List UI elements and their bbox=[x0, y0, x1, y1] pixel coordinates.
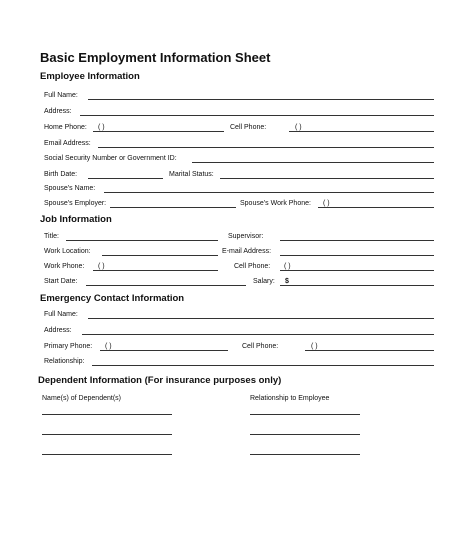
relationship-field[interactable] bbox=[92, 365, 434, 366]
job-section-heading: Job Information bbox=[40, 214, 112, 225]
ssn-field[interactable] bbox=[192, 162, 434, 163]
dependent-relationship-field-3[interactable] bbox=[250, 454, 360, 455]
employee-section-heading: Employee Information bbox=[40, 71, 140, 82]
employee-address-label: Address: bbox=[44, 108, 72, 115]
relationship-label: Relationship: bbox=[44, 358, 85, 365]
primary-phone-field[interactable] bbox=[100, 350, 228, 351]
primary-phone-label: Primary Phone: bbox=[44, 343, 93, 350]
emergency-address-label: Address: bbox=[44, 327, 72, 334]
primary-phone-area-code: ( ) bbox=[105, 343, 112, 350]
spouse-name-field[interactable] bbox=[104, 192, 434, 193]
emergency-cell-phone-area-code: ( ) bbox=[311, 343, 318, 350]
marital-status-label: Marital Status: bbox=[169, 171, 214, 178]
job-title-label: Title: bbox=[44, 233, 59, 240]
home-phone-area-code: ( ) bbox=[98, 124, 105, 131]
employee-address-field[interactable] bbox=[80, 115, 434, 116]
email-address-field[interactable] bbox=[98, 147, 434, 148]
birth-date-label: Birth Date: bbox=[44, 171, 78, 178]
job-cell-phone-area-code: ( ) bbox=[284, 263, 291, 270]
start-date-label: Start Date: bbox=[44, 278, 78, 285]
birth-date-field[interactable] bbox=[88, 178, 163, 179]
dependent-name-field-1[interactable] bbox=[42, 414, 172, 415]
emergency-cell-phone-field[interactable] bbox=[305, 350, 434, 351]
work-phone-field[interactable] bbox=[93, 270, 218, 271]
home-phone-field[interactable] bbox=[93, 131, 224, 132]
dependent-relationship-field-1[interactable] bbox=[250, 414, 360, 415]
work-phone-label: Work Phone: bbox=[44, 263, 85, 270]
supervisor-field[interactable] bbox=[280, 240, 434, 241]
salary-label: Salary: bbox=[253, 278, 275, 285]
dependent-name-field-3[interactable] bbox=[42, 454, 172, 455]
job-cell-phone-label: Cell Phone: bbox=[234, 263, 271, 270]
employee-full-name-field[interactable] bbox=[88, 99, 434, 100]
supervisor-label: Supervisor: bbox=[228, 233, 264, 240]
email-address-label: Email Address: bbox=[44, 140, 91, 147]
dependent-relationship-column-header: Relationship to Employee bbox=[250, 395, 330, 402]
spouse-employer-label: Spouse’s Employer: bbox=[44, 200, 107, 207]
dependent-relationship-field-2[interactable] bbox=[250, 434, 360, 435]
employee-cell-phone-area-code: ( ) bbox=[295, 124, 302, 131]
work-phone-area-code: ( ) bbox=[98, 263, 105, 270]
home-phone-label: Home Phone: bbox=[44, 124, 87, 131]
spouse-work-phone-area-code: ( ) bbox=[323, 200, 330, 207]
emergency-section-heading: Emergency Contact Information bbox=[40, 293, 185, 304]
employee-cell-phone-field[interactable] bbox=[289, 131, 434, 132]
dependent-names-column-header: Name(s) of Dependent(s) bbox=[42, 395, 121, 402]
work-location-field[interactable] bbox=[102, 255, 218, 256]
work-location-label: Work Location: bbox=[44, 248, 91, 255]
dependent-section-heading: Dependent Information (For insurance purposes only) bbox=[38, 375, 282, 386]
salary-field[interactable] bbox=[280, 285, 434, 286]
job-email-label: E-mail Address: bbox=[222, 248, 272, 255]
dependent-name-field-2[interactable] bbox=[42, 434, 172, 435]
spouse-employer-field[interactable] bbox=[110, 207, 236, 208]
marital-status-field[interactable] bbox=[220, 178, 434, 179]
spouse-work-phone-field[interactable] bbox=[318, 207, 434, 208]
employee-cell-phone-label: Cell Phone: bbox=[230, 124, 267, 131]
page-title: Basic Employment Information Sheet bbox=[40, 50, 271, 65]
job-title-field[interactable] bbox=[66, 240, 218, 241]
emergency-cell-phone-label: Cell Phone: bbox=[242, 343, 279, 350]
employee-full-name-label: Full Name: bbox=[44, 92, 78, 99]
emergency-address-field[interactable] bbox=[82, 334, 434, 335]
start-date-field[interactable] bbox=[86, 285, 246, 286]
emergency-full-name-label: Full Name: bbox=[44, 311, 78, 318]
spouse-work-phone-label: Spouse’s Work Phone: bbox=[240, 200, 311, 207]
emergency-full-name-field[interactable] bbox=[88, 318, 434, 319]
ssn-label: Social Security Number or Government ID: bbox=[44, 155, 177, 162]
spouse-name-label: Spouse’s Name: bbox=[44, 185, 96, 192]
salary-currency-symbol: $ bbox=[285, 278, 289, 285]
job-cell-phone-field[interactable] bbox=[280, 270, 434, 271]
job-email-field[interactable] bbox=[280, 255, 434, 256]
